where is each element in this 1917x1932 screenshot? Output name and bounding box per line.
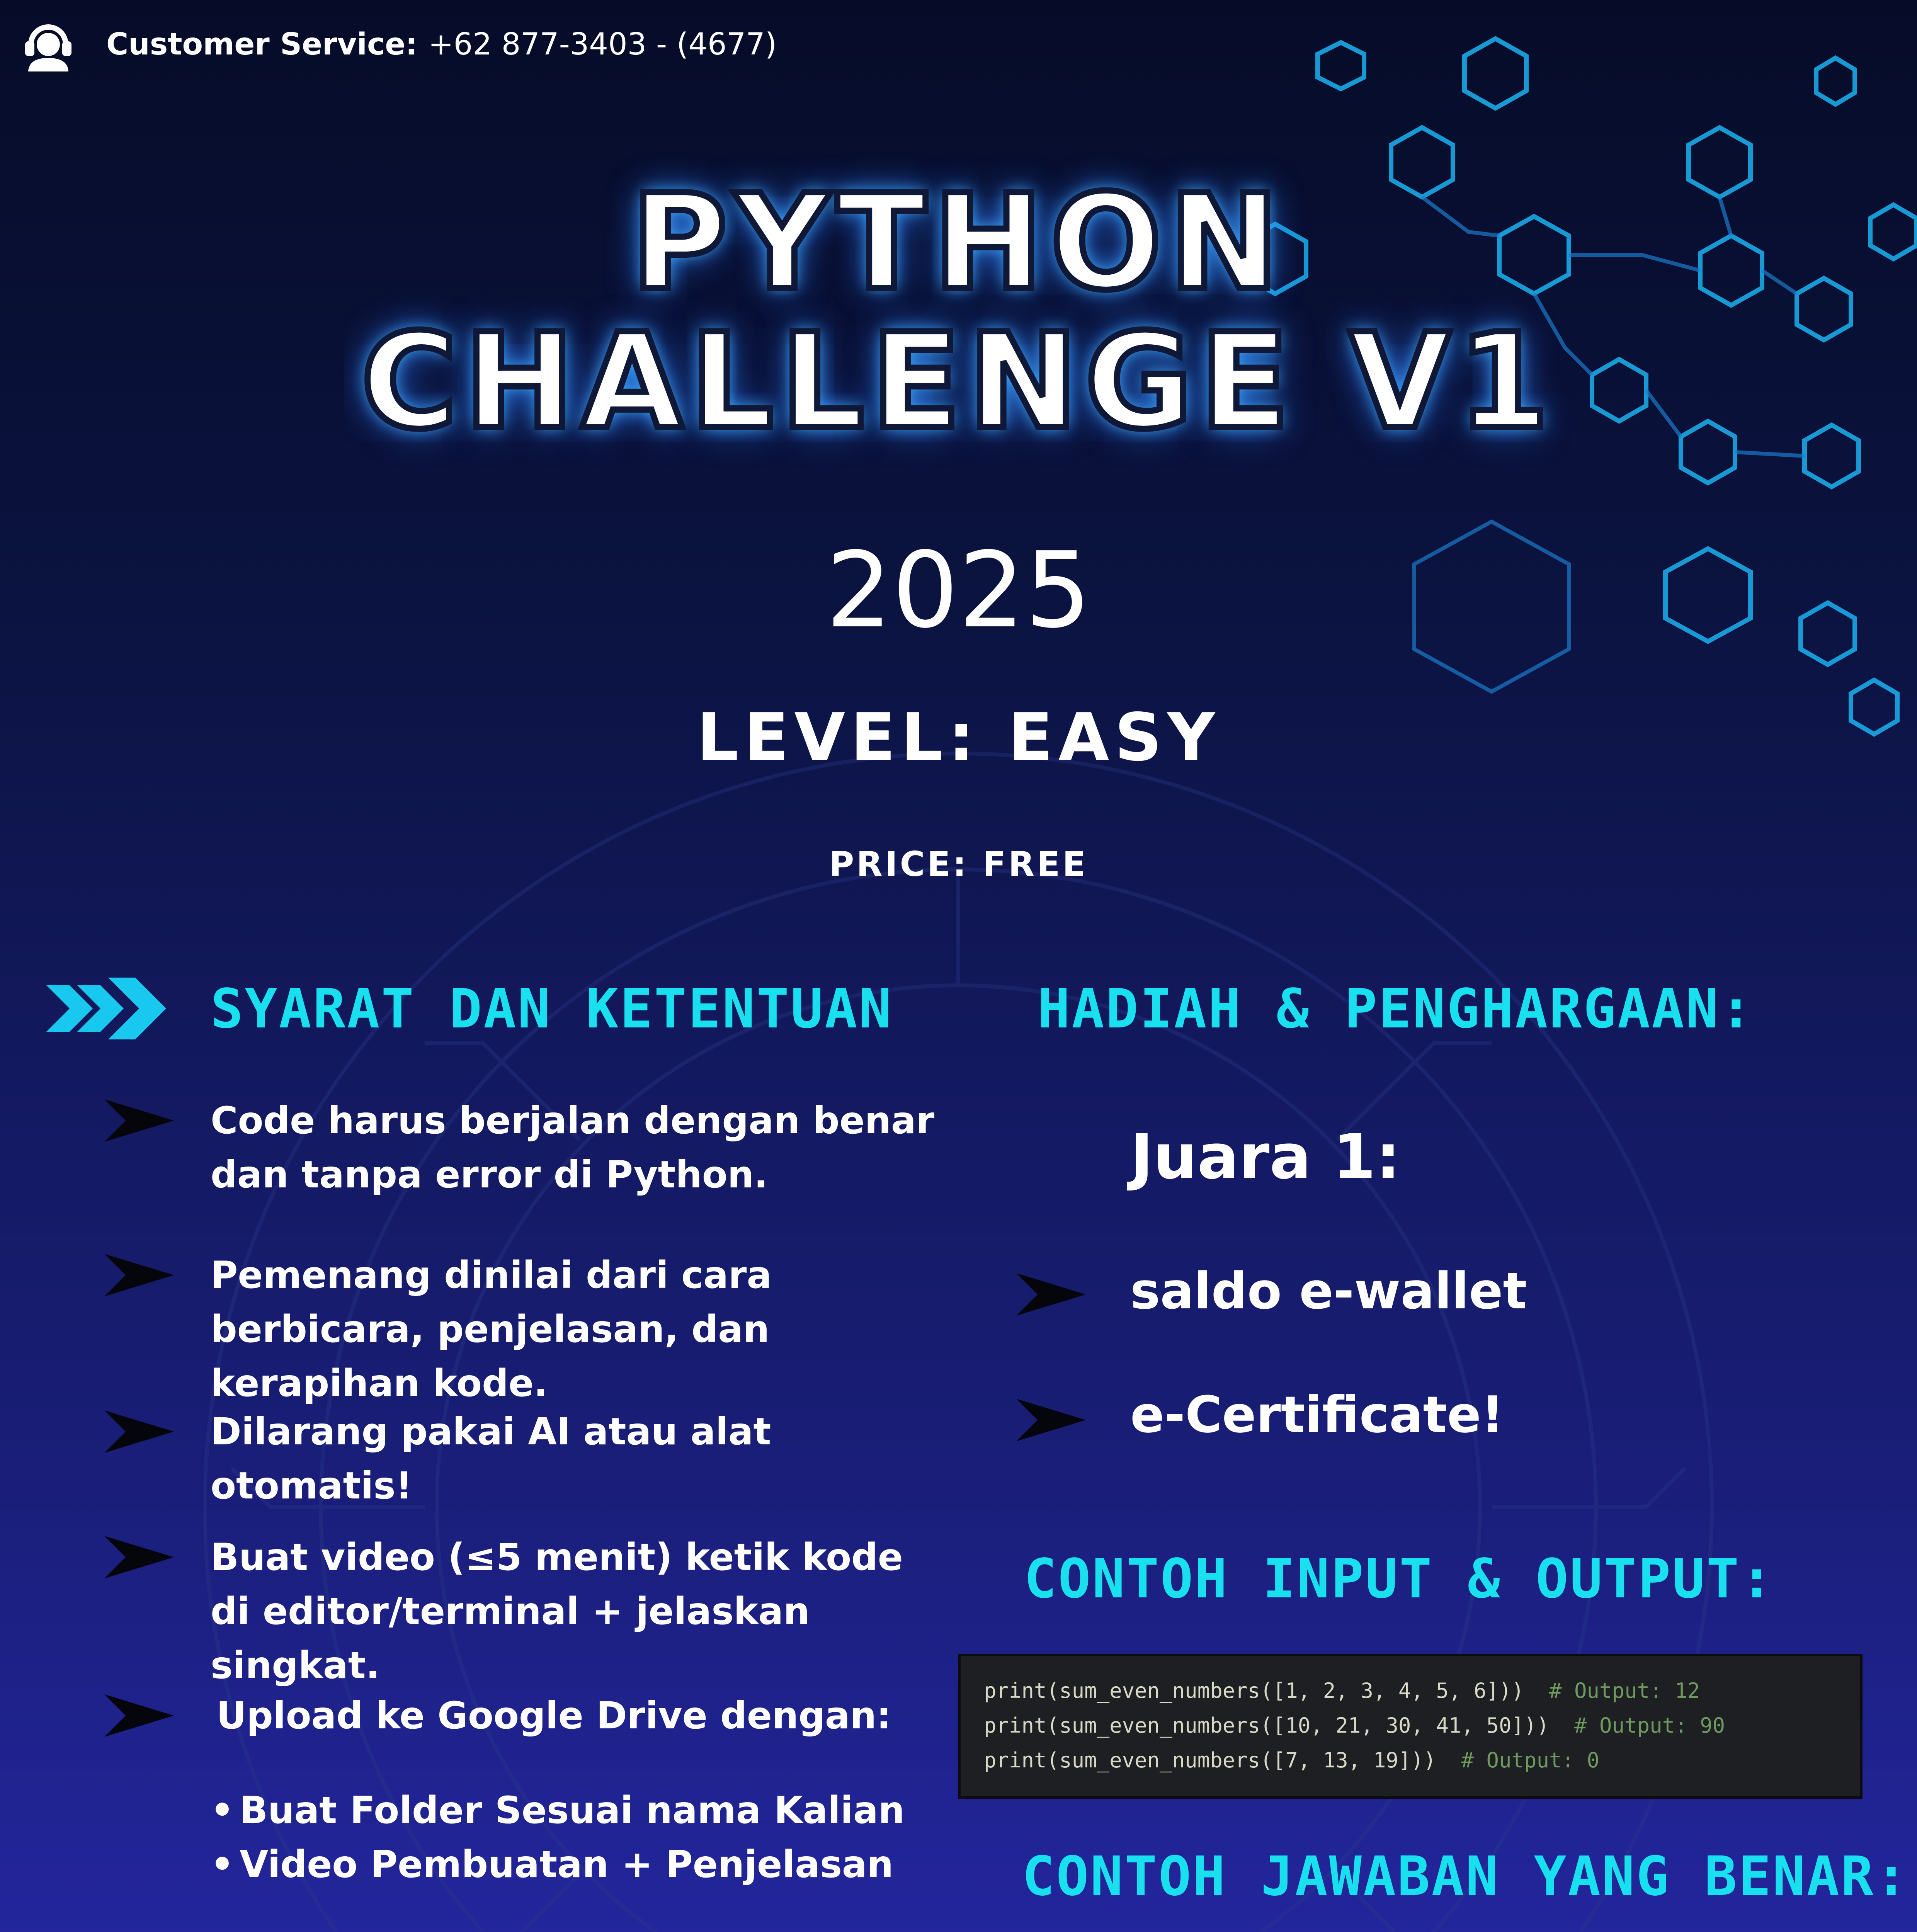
code-line: print(sum_even_numbers([1, 2, 3, 4, 5, 6])) # Output: 12 (984, 1679, 1700, 1703)
difficulty-level: LEVEL: EASY (697, 699, 1220, 776)
rule-item-3: Dilarang pakai AI atau alat otomatis! (211, 1410, 771, 1507)
arrow-bullet-icon (104, 1099, 174, 1142)
rule-item-2: Pemenang dinilai dari cara berbicara, penjelasan, dan kerapihan kode. (211, 1253, 772, 1405)
io-example-heading: CONTOH INPUT & OUTPUT: (1024, 1548, 1775, 1611)
rules-heading: SYARAT DAN KETENTUAN (211, 978, 893, 1041)
title-line-2: CHALLENGE V1 (361, 305, 1556, 458)
rule-item-4: Buat video (≤5 menit) ketik kode di editor/terminal + jelaskan singkat. (211, 1536, 903, 1687)
upload-bullet-list (205, 1783, 905, 1891)
event-year: 2025 (825, 529, 1092, 651)
price-label: PRICE: FREE (829, 844, 1088, 884)
arrow-bullet-icon (104, 1254, 174, 1296)
customer-service-phone[interactable]: +62 877-3403 - (4677) (428, 27, 777, 62)
arrow-bullet-icon (1016, 1399, 1086, 1441)
rule-item-5: Upload ke Google Drive dengan: (216, 1694, 891, 1737)
list-item: • Video Pembuatan + Penjelasan (205, 1837, 905, 1891)
customer-service-bar (21, 15, 777, 73)
prize-item-1: saldo e-wallet (1130, 1262, 1527, 1320)
answer-example-heading: CONTOH JAWABAN YANG BENAR: (1022, 1845, 1909, 1908)
code-line: print(sum_even_numbers([10, 21, 30, 41, 50])) # Output: 90 (984, 1713, 1725, 1738)
prizes-heading: HADIAH & PENGHARGAAN: (1038, 978, 1754, 1041)
arrow-bullet-icon (104, 1694, 174, 1737)
customer-service-label: Customer Service: (106, 27, 418, 62)
rule-item-1: Code harus berjalan dengan benar dan tanpa error di Python. (211, 1099, 935, 1196)
arrow-bullet-icon (1016, 1273, 1086, 1316)
triple-chevron-icon (46, 966, 174, 1051)
arrow-bullet-icon (104, 1410, 174, 1453)
prize-rank: Juara 1: (1130, 1121, 1401, 1193)
list-item: • Buat Folder Sesuai nama Kalian (205, 1783, 905, 1837)
code-line: print(sum_even_numbers([7, 13, 19])) # Output: 0 (984, 1748, 1600, 1772)
headset-icon (21, 17, 75, 71)
prize-item-2: e-Certificate! (1130, 1385, 1504, 1444)
arrow-bullet-icon (104, 1536, 174, 1578)
io-code-block (958, 1654, 1863, 1799)
title-line-1: PYTHON (631, 166, 1286, 319)
